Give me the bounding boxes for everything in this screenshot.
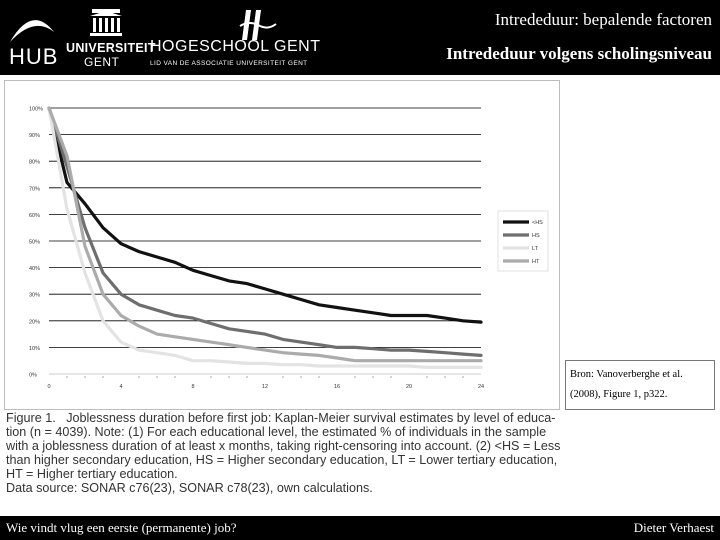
x-minor-tick	[390, 376, 391, 377]
x-minor-tick	[426, 376, 427, 377]
x-minor-tick	[228, 376, 229, 377]
ugent-building-icon	[86, 8, 126, 38]
y-tick-label: 50%	[29, 239, 41, 246]
legend-label: LT	[532, 246, 539, 252]
slide-footer	[0, 516, 720, 540]
hub-logo: HUB	[6, 6, 58, 70]
hub-arc-icon	[8, 10, 56, 44]
x-minor-tick	[354, 376, 355, 377]
caption-line-2: tion (n = 4039). Note: (1) For each educational level, the estimated % of individuals in the sample	[6, 424, 547, 439]
y-tick-label: 0%	[29, 372, 37, 379]
x-minor-tick	[156, 376, 157, 377]
caption-line-4: than higher secondary education, HS = Higher secondary education, LT = Lower tertiary education,	[6, 452, 558, 467]
y-tick-label: 60%	[29, 212, 41, 219]
caption-line-6: Data source: SONAR c76(23), SONAR c78(23), own calculations.	[6, 480, 373, 495]
source-line-1: Bron: Vanoverberghe et al.	[570, 369, 683, 380]
x-minor-tick	[84, 376, 85, 377]
y-tick-label: 100%	[29, 106, 44, 113]
legend-label: HT	[532, 259, 540, 265]
slide-title: Intrededuur: bepalende factoren	[494, 10, 712, 29]
x-minor-tick	[138, 376, 139, 377]
x-tick-label: 12	[261, 384, 269, 390]
x-tick-label: 8	[191, 384, 195, 390]
x-minor-tick	[372, 376, 373, 377]
series-line	[49, 108, 481, 361]
caption-line-3: with a joblessness duration of at least x months, taking right-censoring into account. (2) <HS = Less	[6, 438, 561, 453]
x-minor-tick	[246, 376, 247, 377]
legend-label: <HS	[532, 220, 543, 226]
x-minor-tick	[174, 376, 175, 377]
x-tick-label: 4	[119, 384, 123, 390]
x-minor-tick	[102, 376, 103, 377]
y-tick-label: 80%	[29, 159, 41, 166]
y-tick-label: 30%	[29, 292, 41, 299]
x-minor-tick	[300, 376, 301, 377]
slide-header	[0, 0, 720, 75]
y-tick-label: 90%	[29, 133, 41, 140]
x-tick-label: 16	[333, 384, 341, 390]
footer-author: Dieter Verhaest	[633, 520, 714, 535]
series-line	[49, 108, 481, 355]
x-minor-tick	[444, 376, 445, 377]
ugent-logo: UNIVERSITEIT GENT	[66, 8, 146, 68]
caption-line-1	[6, 412, 562, 426]
legend-label: HS	[532, 233, 540, 239]
source-line-2: (2008), Figure 1, p322.	[570, 389, 668, 400]
x-minor-tick	[66, 376, 67, 377]
x-tick-label: 20	[405, 384, 413, 390]
x-tick-label: 0	[47, 384, 51, 390]
footer-title: Wie vindt vlug een eerste (permanente) job?	[6, 520, 237, 535]
x-minor-tick	[462, 376, 463, 377]
survival-line-chart	[5, 81, 561, 411]
x-minor-tick	[282, 376, 283, 377]
chart-figure	[4, 80, 560, 410]
series-line	[49, 108, 481, 322]
source-box	[565, 360, 715, 410]
hogeschool-gent-logo: HOGESCHOOL GENT LID VAN DE ASSOCIATIE UNIVERSITEIT GENT	[150, 8, 305, 70]
slide-subtitle: Intrededuur volgens scholingsniveau	[446, 44, 712, 63]
figure-caption	[6, 412, 562, 495]
y-tick-label: 70%	[29, 186, 41, 193]
y-tick-label: 40%	[29, 266, 41, 273]
x-tick-label: 24	[477, 384, 485, 390]
caption-figure-label: Figure 1.	[6, 411, 56, 425]
x-minor-tick	[210, 376, 211, 377]
y-tick-label: 20%	[29, 319, 41, 326]
y-tick-label: 10%	[29, 345, 41, 352]
x-minor-tick	[318, 376, 319, 377]
caption-line-5: HT = Higher tertiary education.	[6, 466, 178, 481]
caption-text-1: Joblessness duration before first job: Kaplan-Meier survival estimates by level of educa-	[66, 411, 556, 425]
